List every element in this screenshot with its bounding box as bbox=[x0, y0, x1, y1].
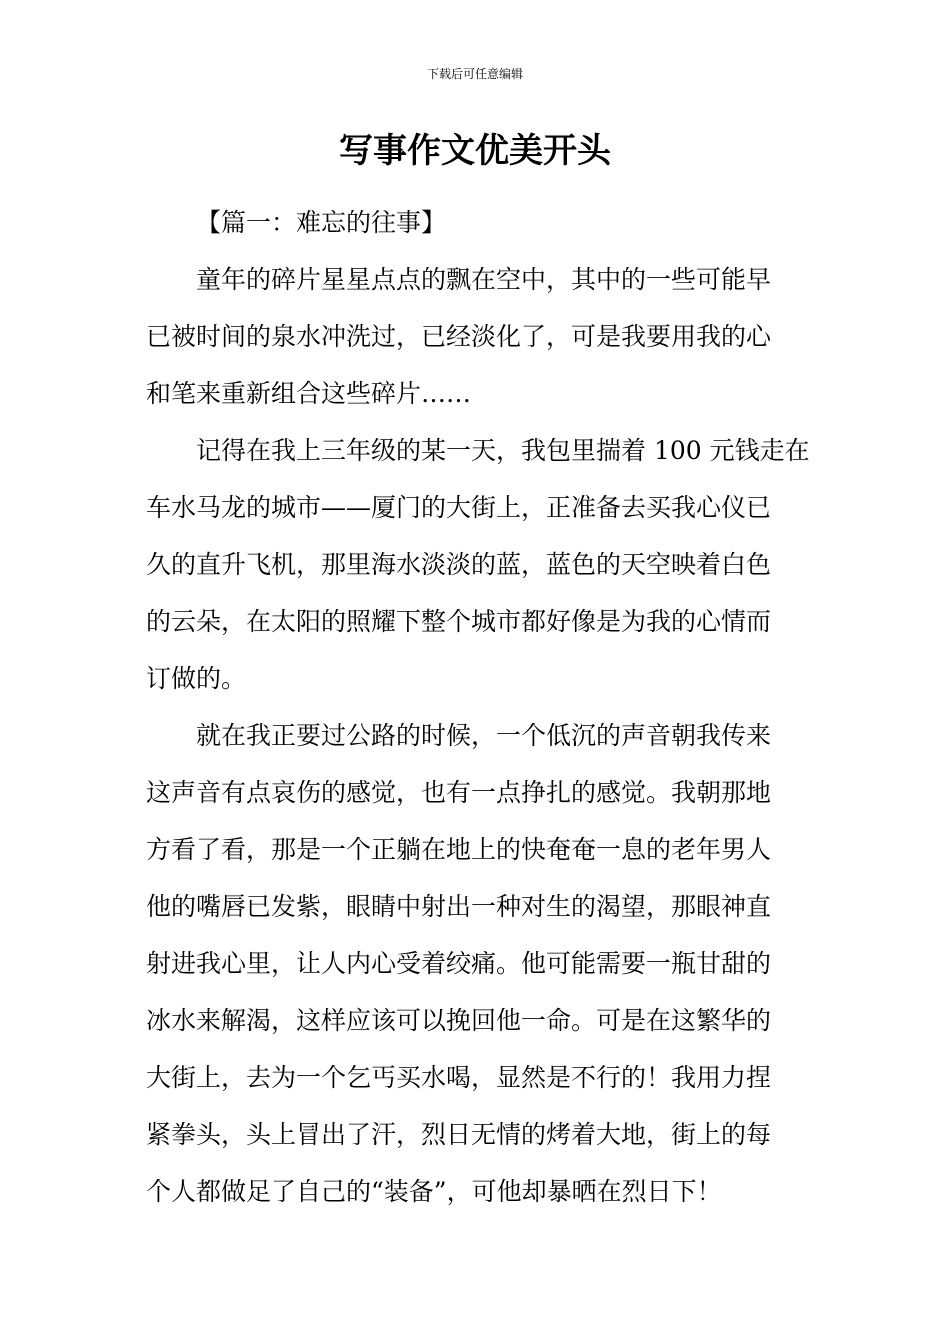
paragraph-line: 和笔来重新组合这些碎片…… bbox=[146, 379, 472, 408]
paragraph-line: 方看了看，那是一个正躺在地上的快奄奄一息的老年男人 bbox=[146, 835, 772, 864]
section-heading: 【篇一：难忘的往事】 bbox=[196, 208, 447, 237]
document-title: 写事作文优美开头 bbox=[339, 131, 611, 171]
paragraph-line: 的云朵，在太阳的照耀下整个城市都好像是为我的心情而 bbox=[146, 607, 772, 636]
paragraph-line: 冰水来解渴，这样应该可以挽回他一命。可是在这繁华的 bbox=[146, 1006, 772, 1035]
paragraph-line: 车水马龙的城市——厦门的大街上，正准备去买我心仪已 bbox=[146, 493, 772, 522]
paragraph-line: 紧拳头，头上冒出了汗，烈日无情的烤着大地，街上的每 bbox=[146, 1120, 772, 1149]
paragraph-line: 记得在我上三年级的某一天，我包里揣着 100 元钱走在 bbox=[196, 436, 810, 465]
paragraph-3 bbox=[146, 707, 810, 1220]
paragraph-line: 个人都做足了自己的“装备”，可他却暴晒在烈日下！ bbox=[146, 1177, 722, 1206]
header-note: 下载后可任意编辑 bbox=[426, 67, 523, 81]
paragraph-line: 订做的。 bbox=[146, 664, 247, 693]
document-body bbox=[146, 194, 810, 1220]
paragraph-line: 他的嘴唇已发紫，眼睛中射出一种对生的渴望，那眼神直 bbox=[146, 892, 772, 921]
paragraph-line: 已被时间的泉水冲洗过，已经淡化了，可是我要用我的心 bbox=[146, 322, 772, 351]
paragraph-1 bbox=[146, 251, 810, 422]
paragraph-2 bbox=[146, 422, 810, 707]
paragraph-line: 大街上，去为一个乞丐买水喝，显然是不行的！我用力捏 bbox=[146, 1063, 772, 1092]
paragraph-line: 就在我正要过公路的时候，一个低沉的声音朝我传来 bbox=[196, 721, 772, 750]
paragraph-line: 射进我心里，让人内心受着绞痛。他可能需要一瓶甘甜的 bbox=[146, 949, 772, 978]
paragraph-line: 久的直升飞机，那里海水淡淡的蓝，蓝色的天空映着白色 bbox=[146, 550, 772, 579]
paragraph-line: 这声音有点哀伤的感觉，也有一点挣扎的感觉。我朝那地 bbox=[146, 778, 772, 807]
paragraph-line: 童年的碎片星星点点的飘在空中，其中的一些可能早 bbox=[196, 265, 772, 294]
